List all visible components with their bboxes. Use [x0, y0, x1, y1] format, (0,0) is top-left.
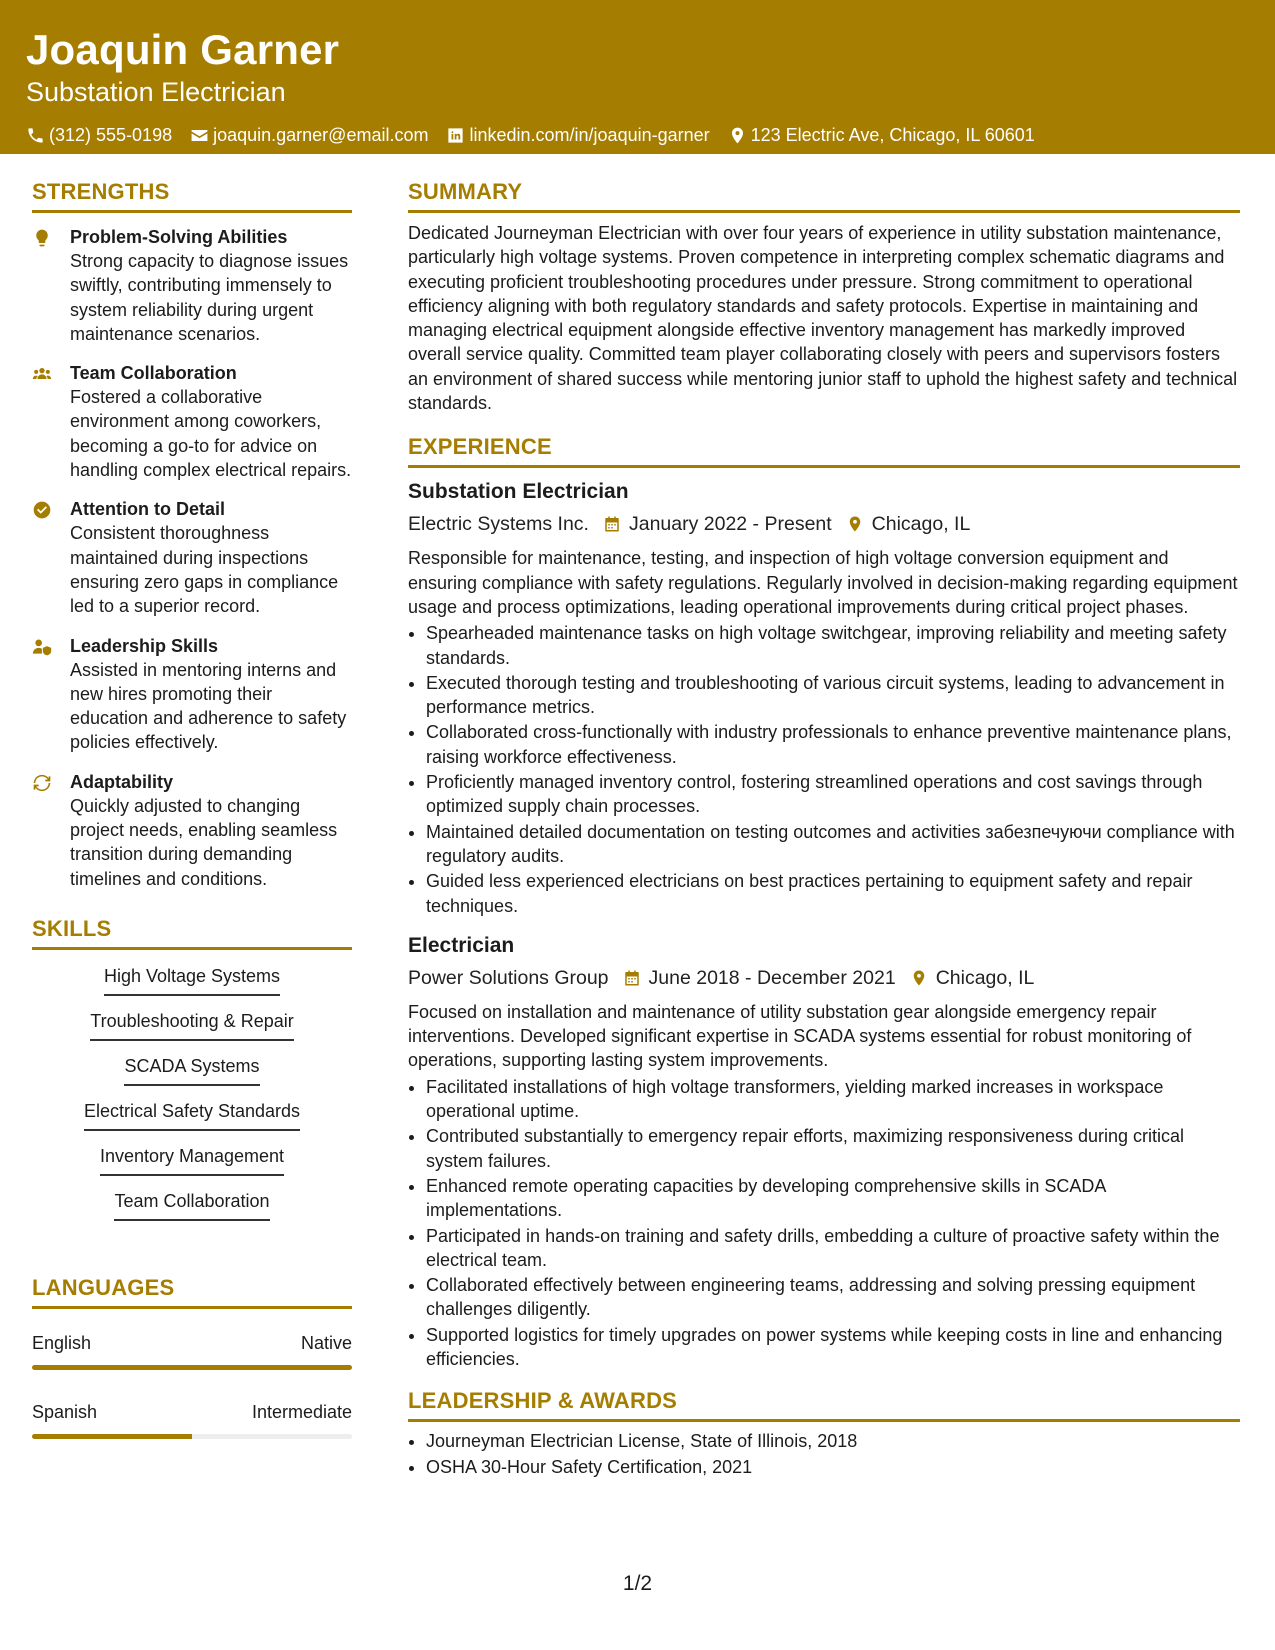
- strength-desc: Strong capacity to diagnose issues swiftly, contributing immensely to system reliability during urgent maintenance scenarios.: [70, 251, 349, 344]
- check-circle-icon: [32, 500, 52, 520]
- strength-item: [32, 497, 352, 618]
- strength-desc: Consistent thoroughness maintained during inspections ensuring zero gaps in compliance led to a superior record.: [70, 523, 339, 617]
- contact-linkedin[interactable]: [446, 124, 709, 146]
- language-level: Native: [300, 1332, 352, 1353]
- language-item: [32, 1400, 352, 1439]
- phone-icon: [26, 126, 45, 145]
- strength-name: Problem-Solving Abilities: [70, 227, 288, 247]
- linkedin-icon: [446, 126, 465, 145]
- language-name: English: [32, 1332, 92, 1353]
- languages-section: [32, 1274, 352, 1439]
- awards-list: [408, 1428, 1240, 1480]
- users-icon: [32, 364, 52, 384]
- candidate-name: Joaquin Garner: [26, 26, 340, 73]
- language-proficiency-fill: [32, 1434, 192, 1439]
- job-bullet: • Contributed substantially to emergency repair efforts, maximizing responsiveness during critical system failures.: [426, 1124, 1240, 1173]
- strengths-heading: STRENGTHS: [32, 178, 352, 213]
- email-text[interactable]: joaquin.garner@email.com: [213, 125, 429, 145]
- map-marker-icon: [846, 515, 864, 533]
- job-description: Responsible for maintenance, testing, and inspection of high voltage conversion equipment and ensuring compliance with safety regulations. Regularly involved in decision-making regarding equipment usage and process optimizations, leading operational improvements during critical project phases.: [408, 548, 1238, 617]
- job-bullet: • Facilitated installations of high voltage transformers, yielding marked increases in workspace operational uptime.: [426, 1075, 1240, 1124]
- sync-icon: [32, 773, 52, 793]
- strength-name: Attention to Detail: [70, 499, 225, 520]
- job-bullets: [408, 1075, 1240, 1372]
- skills-list: [32, 964, 352, 1234]
- job-bullet: • Spearheaded maintenance tasks on high voltage switchgear, improving reliability and meeting safety standards.: [426, 621, 1240, 670]
- job-bullet: • Proficiently managed inventory control, fostering streamlined operations and cost savings through optimized supply chain processes.: [426, 770, 1240, 819]
- strength-desc: Assisted in mentoring interns and new hires promoting their education and adherence to safety policies effectively.: [70, 659, 347, 753]
- job-company: Power Solutions Group: [408, 966, 609, 989]
- skill-tag: SCADA Systems: [124, 1054, 259, 1086]
- map-marker-icon: [910, 969, 928, 987]
- contact-email[interactable]: [190, 124, 428, 146]
- languages-heading: LANGUAGES: [32, 1274, 352, 1309]
- strength-item: [32, 225, 352, 346]
- contact-address: [728, 124, 1035, 146]
- job-bullet: • Participated in hands-on training and safety drills, embedding a culture of proactive safety within the electrical team.: [426, 1224, 1240, 1273]
- envelope-icon: [190, 126, 209, 145]
- skill-tag: Team Collaboration: [114, 1189, 269, 1221]
- skill-tag: High Voltage Systems: [104, 964, 280, 996]
- award-item: • OSHA 30-Hour Safety Certification, 2021: [426, 1454, 1240, 1480]
- job-meta: [408, 510, 1240, 538]
- job-bullet: • Guided less experienced electricians on best practices pertaining to equipment safety and repair techniques.: [426, 869, 1240, 918]
- lightbulb-icon: [32, 228, 52, 248]
- contact-bar: [26, 124, 1275, 146]
- user-shield-icon: [32, 637, 52, 657]
- calendar-icon: [603, 515, 621, 533]
- job-bullet: • Maintained detailed documentation on testing outcomes and activities забезпечуючи compliance with regulatory audits.: [426, 820, 1240, 869]
- right-column: [408, 178, 1240, 1480]
- strength-item: [32, 770, 352, 891]
- calendar-icon: [623, 969, 641, 987]
- page-number: 1/2: [622, 1572, 653, 1595]
- job-bullets: [408, 621, 1240, 918]
- experience-section: [408, 433, 1240, 1371]
- job-entry: [408, 932, 1240, 1371]
- skill-tag: Troubleshooting & Repair: [90, 1009, 293, 1041]
- job-bullet: • Supported logistics for timely upgrades on power systems while keeping costs in line and enhancing efficiencies.: [426, 1323, 1240, 1372]
- strength-name: Team Collaboration: [70, 363, 237, 384]
- job-bullet: • Executed thorough testing and troubleshooting of various circuit systems, leading to advancement in performance metrics.: [426, 671, 1240, 720]
- experience-heading: EXPERIENCE: [408, 433, 1240, 468]
- awards-section: [408, 1387, 1240, 1480]
- skills-section: [32, 915, 352, 1234]
- language-proficiency-fill: [32, 1365, 352, 1370]
- address-text: 123 Electric Ave, Chicago, IL 60601: [750, 125, 1035, 145]
- skills-heading: SKILLS: [32, 915, 352, 950]
- award-item: • Journeyman Electrician License, State of Illinois, 2018: [426, 1428, 1240, 1454]
- strength-desc: Fostered a collaborative environment among coworkers, becoming a go-to for advice on handling complex electrical repairs.: [70, 387, 352, 481]
- strength-desc: Quickly adjusted to changing project needs, enabling seamless transition during demanding timelines and conditions.: [70, 795, 338, 889]
- job-role: Substation Electrician: [408, 480, 629, 504]
- job-company: Electric Systems Inc.: [408, 513, 589, 536]
- phone-text: (312) 555-0198: [49, 125, 173, 145]
- job-location: Chicago, IL: [935, 966, 1035, 989]
- summary-text: Dedicated Journeyman Electrician with over four years of experience in utility substation maintenance, particularly high voltage systems. Proven competence in interpreting complex schematic diagrams and executing proficient troubleshooting procedures under pressure. Strong commitment to operational efficiency aligning with both regulatory standards and safety protocols. Expertise in maintaining and managing electrical equipment alongside effective inventory management has markedly improved overall service quality. Committed team player collaborating closely with peers and supervisors fosters an environment of shared success while mentoring junior staff to uphold the highest safety and technical standards.: [408, 223, 1238, 414]
- skill-tag: Inventory Management: [100, 1144, 284, 1176]
- map-marker-icon: [728, 126, 747, 145]
- linkedin-text[interactable]: linkedin.com/in/joaquin-garner: [469, 125, 710, 145]
- summary-heading: SUMMARY: [408, 178, 1240, 213]
- language-proficiency-bar: [32, 1365, 352, 1370]
- strengths-list: [32, 225, 352, 891]
- skill-tag: Electrical Safety Standards: [84, 1099, 300, 1131]
- language-name: Spanish: [32, 1401, 98, 1422]
- job-bullet: • Collaborated effectively between engineering teams, addressing and solving pressing equipment challenges diligently.: [426, 1273, 1240, 1322]
- candidate-title: Substation Electrician: [26, 77, 286, 107]
- job-bullet: • Collaborated cross-functionally with industry professionals to enhance preventive maintenance plans, raising workforce effectiveness.: [426, 720, 1240, 769]
- strength-item: [32, 361, 352, 482]
- job-dates: January 2022 - Present: [628, 513, 832, 536]
- strength-name: Leadership Skills: [70, 635, 219, 656]
- strength-item: [32, 634, 352, 755]
- job-description: Focused on installation and maintenance of utility substation gear alongside emergency repair interventions. Developed significant expertise in SCADA systems essential for robust monitoring of operations, supporting lasting system improvements.: [408, 1001, 1192, 1071]
- language-proficiency-bar: [32, 1434, 352, 1439]
- job-role: Electrician: [408, 933, 515, 957]
- strength-name: Adaptability: [70, 771, 174, 792]
- job-dates: June 2018 - December 2021: [648, 966, 896, 989]
- awards-heading: LEADERSHIP & AWARDS: [408, 1387, 1240, 1422]
- job-bullet: • Enhanced remote operating capacities by developing comprehensive skills in SCADA implementations.: [426, 1174, 1240, 1223]
- job-meta: [408, 964, 1240, 992]
- language-level: Intermediate: [251, 1401, 352, 1422]
- job-location: Chicago, IL: [871, 513, 971, 536]
- language-item: [32, 1331, 352, 1370]
- contact-phone: [26, 124, 172, 146]
- left-column: [32, 178, 352, 1439]
- job-entry: [408, 478, 1240, 917]
- resume-header: [0, 0, 1275, 154]
